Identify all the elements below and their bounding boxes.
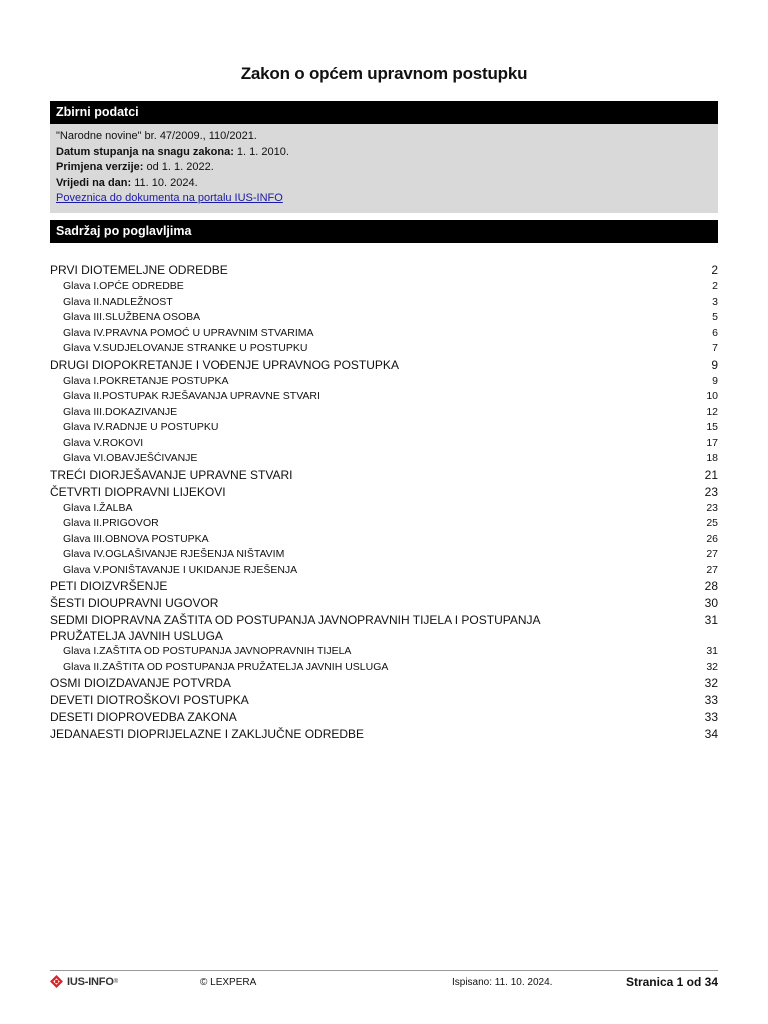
toc-entry-page: 23 xyxy=(704,484,718,499)
toc-chapter-entry[interactable] xyxy=(50,660,718,676)
toc-chapter-entry[interactable] xyxy=(50,310,718,326)
toc-entry-label: Glava II.NADLEŽNOST xyxy=(63,295,173,308)
effective-date-label: Datum stupanja na snagu zakona: xyxy=(56,145,234,158)
toc-entry-label: OSMI DIOIZDAVANJE POTVRDA xyxy=(50,676,231,690)
portal-link-line xyxy=(56,191,712,207)
effective-date-value: 1. 1. 2010. xyxy=(233,145,289,158)
toc-entry-label: Glava VI.OBAVJEŠĆIVANJE xyxy=(63,452,198,464)
toc-chapter-entry[interactable] xyxy=(50,295,718,311)
toc-entry-page: 27 xyxy=(706,563,718,576)
toc-entry-label: Glava I.ŽALBA xyxy=(63,501,133,514)
toc-entry-page: 9 xyxy=(711,357,718,372)
table-of-contents xyxy=(50,262,718,743)
summary-header: Zbirni podatci xyxy=(50,101,718,124)
logo-text: IUS-INFO xyxy=(67,975,114,988)
toc-entry-label: Glava IV.RADNJE U POSTUPKU xyxy=(63,421,219,433)
portal-link[interactable]: Poveznica do dokumenta na portalu IUS-INFO xyxy=(56,192,283,204)
toc-chapter-entry[interactable] xyxy=(50,405,718,421)
toc-entry-page: 9 xyxy=(712,374,718,387)
toc-entry-page: 18 xyxy=(706,452,718,464)
toc-entry-page: 23 xyxy=(706,501,718,514)
toc-part-entry[interactable] xyxy=(50,595,718,612)
toc-entry-page: 25 xyxy=(706,517,718,529)
toc-entry-page: 10 xyxy=(706,390,718,402)
toc-entry-label: Glava III.DOKAZIVANJE xyxy=(63,405,178,418)
toc-entry-label: JEDANAESTI DIOPRIJELAZNE I ZAKLJUČNE ODREDBE xyxy=(50,727,365,741)
toc-entry-page: 32 xyxy=(706,660,718,673)
copyright-text: © LEXPERA xyxy=(200,977,257,988)
toc-entry-label: Glava III.OBNOVA POSTUPKA xyxy=(63,532,209,545)
toc-entry-label: SEDMI DIOPRAVNA ZAŠTITA OD POSTUPANJA JAVNOPRAVNIH TIJELA I POSTUPANJA PRUŽATELJA JAVNIH USLUGA xyxy=(50,613,540,643)
toc-chapter-entry[interactable] xyxy=(50,516,718,532)
toc-entry-label: Glava II.ZAŠTITA OD POSTUPANJA PRUŽATELJA JAVNIH USLUGA xyxy=(63,660,389,673)
effective-date-line xyxy=(56,145,712,161)
ius-info-logo-icon xyxy=(50,975,63,988)
toc-entry-label: Glava I.ZAŠTITA OD POSTUPANJA JAVNOPRAVNIH TIJELA xyxy=(63,645,352,657)
toc-entry-label: Glava V.SUDJELOVANJE STRANKE U POSTUPKU xyxy=(63,342,308,354)
toc-header: Sadržaj po poglavljima xyxy=(50,220,718,243)
toc-entry-page: 7 xyxy=(712,342,718,354)
valid-on-line xyxy=(56,176,712,192)
toc-entry-label: DRUGI DIOPOKRETANJE I VOĐENJE UPRAVNOG POSTUPKA xyxy=(50,357,399,372)
toc-entry-page: 12 xyxy=(706,405,718,418)
toc-entry-page: 2 xyxy=(712,280,718,292)
toc-part-entry[interactable] xyxy=(50,675,718,692)
toc-part-entry[interactable] xyxy=(50,726,718,743)
toc-chapter-entry[interactable] xyxy=(50,644,718,660)
toc-entry-page: 15 xyxy=(706,421,718,433)
toc-part-entry[interactable] xyxy=(50,484,718,501)
page-footer xyxy=(50,975,718,991)
footer-divider xyxy=(50,970,718,971)
toc-entry-label: DEVETI DIOTROŠKOVI POSTUPKA xyxy=(50,693,249,707)
version-line xyxy=(56,160,712,176)
toc-chapter-entry[interactable] xyxy=(50,563,718,579)
toc-part-entry[interactable] xyxy=(50,262,718,279)
toc-entry-page: 32 xyxy=(704,676,718,690)
toc-entry-label: PRVI DIOTEMELJNE ODREDBE xyxy=(50,263,228,277)
toc-part-entry[interactable] xyxy=(50,357,718,374)
ius-info-logo xyxy=(50,975,118,988)
toc-entry-page: 17 xyxy=(706,436,718,449)
summary-box xyxy=(50,124,718,213)
toc-entry-label: Glava IV.PRAVNA POMOĆ U UPRAVNIM STVARIMA xyxy=(63,326,314,339)
toc-entry-label: Glava I.POKRETANJE POSTUPKA xyxy=(63,374,229,387)
valid-on-label: Vrijedi na dan: xyxy=(56,176,132,189)
version-value: od 1. 1. 2022. xyxy=(143,161,214,173)
toc-entry-page: 2 xyxy=(711,263,718,277)
page-title: Zakon o općem upravnom postupku xyxy=(240,64,528,83)
toc-part-entry[interactable] xyxy=(50,467,718,484)
toc-chapter-entry[interactable] xyxy=(50,374,718,390)
version-label: Primjena verzije: xyxy=(56,161,144,173)
gazette-line: "Narodne novine" br. 47/2009., 110/2021. xyxy=(56,130,257,142)
toc-entry-page: 34 xyxy=(704,727,718,741)
toc-chapter-entry[interactable] xyxy=(50,547,718,563)
toc-entry-label: Glava V.ROKOVI xyxy=(63,436,144,449)
toc-entry-page: 33 xyxy=(704,693,718,707)
toc-entry-label: Glava II.PRIGOVOR xyxy=(63,517,159,529)
toc-entry-label: Glava V.PONIŠTAVANJE I UKIDANJE RJEŠENJA xyxy=(63,563,298,576)
document-page xyxy=(50,0,718,1024)
toc-chapter-entry[interactable] xyxy=(50,326,718,342)
toc-entry-label: ČETVRTI DIOPRAVNI LIJEKOVI xyxy=(50,484,226,499)
toc-entry-label: ŠESTI DIOUPRAVNI UGOVOR xyxy=(50,596,219,610)
toc-entry-label: PETI DIOIZVRŠENJE xyxy=(50,579,168,593)
valid-on-value: 11. 10. 2024. xyxy=(131,176,198,189)
toc-entry-page: 28 xyxy=(704,579,718,593)
toc-part-entry[interactable] xyxy=(50,709,718,726)
toc-part-entry[interactable] xyxy=(50,578,718,595)
toc-entry-page: 33 xyxy=(704,710,718,724)
toc-entry-page: 31 xyxy=(706,645,718,657)
toc-entry-page: 30 xyxy=(704,596,718,610)
toc-chapter-entry[interactable] xyxy=(50,501,718,517)
toc-part-entry[interactable] xyxy=(50,612,718,644)
toc-entry-page: 26 xyxy=(706,532,718,545)
toc-entry-page: 6 xyxy=(712,326,718,339)
toc-chapter-entry[interactable] xyxy=(50,279,718,295)
toc-entry-page: 31 xyxy=(704,613,718,627)
toc-entry-page: 5 xyxy=(712,311,718,323)
logo-registered-mark: ® xyxy=(113,978,119,985)
printed-date: Ispisano: 11. 10. 2024. xyxy=(452,977,553,988)
toc-chapter-entry[interactable] xyxy=(50,436,718,452)
toc-chapter-entry[interactable] xyxy=(50,451,718,467)
toc-entry-label: Glava IV.OGLAŠIVANJE RJEŠENJA NIŠTAVIM xyxy=(63,548,285,560)
toc-chapter-entry[interactable] xyxy=(50,420,718,436)
toc-entry-label: TREĆI DIORJEŠAVANJE UPRAVNE STVARI xyxy=(50,467,293,482)
toc-chapter-entry[interactable] xyxy=(50,389,718,405)
toc-chapter-entry[interactable] xyxy=(50,341,718,357)
toc-entry-label: DESETI DIOPROVEDBA ZAKONA xyxy=(50,710,237,724)
toc-part-entry[interactable] xyxy=(50,692,718,709)
toc-entry-page: 21 xyxy=(704,467,718,482)
toc-entry-label: Glava I.OPĆE ODREDBE xyxy=(63,280,184,292)
toc-entry-page: 3 xyxy=(712,295,718,308)
toc-entry-label: Glava II.POSTUPAK RJEŠAVANJA UPRAVNE STVARI xyxy=(63,390,320,402)
toc-entry-page: 27 xyxy=(706,548,718,560)
toc-chapter-entry[interactable] xyxy=(50,532,718,548)
page-number: Stranica 1 od 34 xyxy=(625,975,718,989)
toc-entry-label: Glava III.SLUŽBENA OSOBA xyxy=(63,311,201,323)
